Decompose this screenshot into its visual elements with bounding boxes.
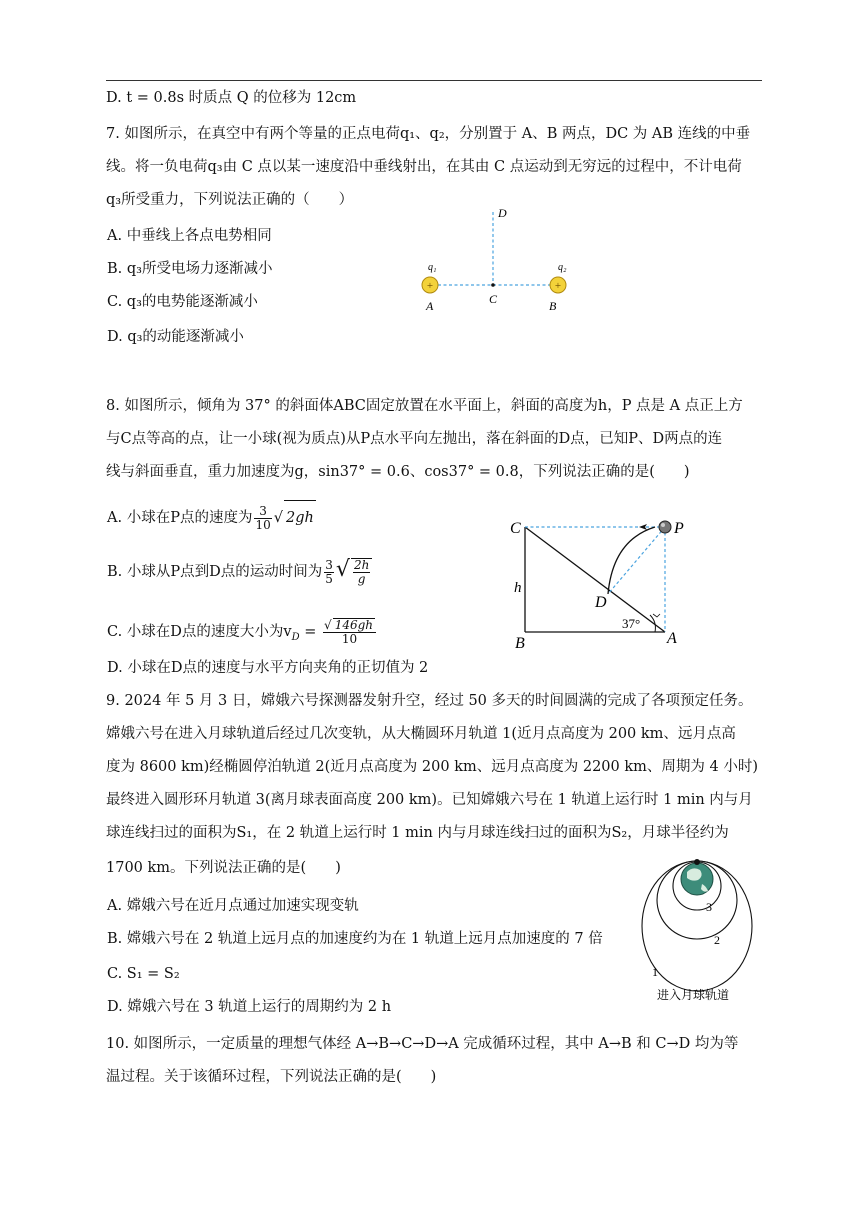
q7-option-b: B. q₃所受电场力逐渐减小 <box>107 261 273 277</box>
q8-option-c: C. 小球在D点的速度大小为$v_D$ = √ $\frac{146gh}{10}$ <box>107 614 378 656</box>
q8-option-a-radicand: 2gh <box>284 500 316 535</box>
q8-option-c-fraction: √ $\frac{146gh}{10}$ <box>323 618 376 646</box>
q9-stem-line-3: 度为 8600 km)经椭圆停泊轨道 2(近月点高度为 200 km、远月点高度为 2200 km、周期为 4 小时) <box>106 759 758 775</box>
q7-stem-line-2: 线。将一负电荷q₃由 C 点以某一速度沿中垂线射出，在其由 C 点运动到无穷远的过程中，不计电荷 <box>106 159 742 175</box>
q8-label-p: P <box>674 520 684 537</box>
orbit-label-1: 1 <box>652 965 658 979</box>
point-c-dot <box>491 283 495 287</box>
q8-option-b-radicand: $\frac{2h}{g}$ <box>351 558 372 586</box>
q7-label-d: D <box>498 206 507 220</box>
q9-stem-line-1: 9. 2024 年 5 月 3 日，嫦娥六号探测器发射升空，经过 50 多天的时间圆满的完成了各项预定任务。 <box>106 693 753 709</box>
q8-label-d: D <box>595 594 607 611</box>
q8-stem-line-1: 8. 如图所示，倾角为 37° 的斜面体ABC固定放置在水平面上，斜面的高度为h，P 点是 A 点正上方 <box>106 398 743 414</box>
q8-label-c: C <box>510 520 521 537</box>
q8-stem-line-3: 线与斜面垂直，重力加速度为g，sin37° = 0.6、cos37° = 0.8，下列说法正确的是( ) <box>106 464 690 480</box>
q7-option-a: A. 中垂线上各点电势相同 <box>107 228 272 244</box>
q8-option-d: D. 小球在D点的速度与水平方向夹角的正切值为 2 <box>107 660 429 676</box>
q9-option-d: D. 嫦娥六号在 3 轨道上运行的周期约为 2 h <box>107 999 392 1015</box>
q7-option-d: D. q₃的动能逐渐减小 <box>107 329 244 345</box>
q7-stem-line-3: q₃所受重力，下列说法正确的（ ） <box>106 192 354 208</box>
q6-option-d: D. t = 0.8s 时质点 Q 的位移为 12cm <box>106 90 357 106</box>
q8-label-h: h <box>514 580 522 596</box>
q8-option-a-text: A. 小球在P点的速度为 <box>107 510 253 526</box>
q7-plus-1: + <box>426 280 434 292</box>
q8-label-a: A <box>667 630 677 647</box>
orbit-caption: 进入月球轨道 <box>657 988 730 1002</box>
q9-stem-line-6: 1700 km。下列说法正确的是( ) <box>106 860 341 876</box>
q8-option-b-fraction: $\frac{3}{5}$ <box>325 557 333 586</box>
ball-icon <box>659 521 671 533</box>
q9-option-a: A. 嫦娥六号在近月点通过加速实现变轨 <box>107 898 359 914</box>
q8-option-b <box>107 550 374 592</box>
q9-option-b: B. 嫦娥六号在 2 轨道上远月点的加速度约为在 1 轨道上远月点加速度的 7 倍 <box>107 931 603 947</box>
top-rule <box>106 80 762 81</box>
q7-plus-2: + <box>554 280 562 292</box>
q7-label-b: B <box>549 299 557 313</box>
q8-option-a <box>107 500 316 535</box>
q8-label-angle: 37° <box>622 616 641 631</box>
q9-stem-line-4: 最终进入圆形环月轨道 3(离月球表面高度 200 km)。已知嫦娥六号在 1 轨道上运行时 1 min 内与月 <box>106 792 753 808</box>
q10-stem-line-1: 10. 如图所示，一定质量的理想气体经 A→B→C→D→A 完成循环过程，其中 A→B 和 C→D 均为等 <box>106 1036 739 1052</box>
q9-orbit-figure <box>630 852 770 1004</box>
q8-option-a-fraction: $\frac{3}{10}$ <box>255 503 271 532</box>
q8-stem-line-2: 与C点等高的点，让一小球(视为质点)从P点水平向左抛出，落在斜面的D点，已知P、D两点的连 <box>106 431 723 447</box>
q10-stem-line-2: 温过程。关于该循环过程，下列说法正确的是( ) <box>106 1069 437 1085</box>
q8-label-b: B <box>515 635 525 652</box>
q7-label-q2: q₂ <box>558 262 567 273</box>
q9-stem-line-5: 球连线扫过的面积为S₁，在 2 轨道上运行时 1 min 内与月球连线扫过的面积为S₂，月球半径约为 <box>106 825 729 841</box>
orbit-label-3: 3 <box>706 900 712 914</box>
q7-label-c: C <box>489 292 498 306</box>
q7-charges-figure <box>410 200 590 320</box>
q7-label-q1: q₁ <box>428 262 437 273</box>
q8-option-b-text: B. 小球从P点到D点的运动时间为 <box>107 564 323 580</box>
q9-stem-line-2: 嫦娥六号在进入月球轨道后经过几次变轨，从大椭圆环月轨道 1(近月点高度为 200 km、远月点高 <box>106 726 736 742</box>
q8-option-c-text: C. 小球在D点的速度大小为v <box>107 624 292 640</box>
q7-option-c: C. q₃的电势能逐渐减小 <box>107 294 258 310</box>
q8-incline-figure <box>505 512 695 652</box>
orbit-label-2: 2 <box>714 933 720 947</box>
q7-label-a: A <box>426 299 434 313</box>
q9-option-c: C. S₁ = S₂ <box>107 966 180 982</box>
q7-stem-line-1: 7. 如图所示，在真空中有两个等量的正点电荷q₁、q₂，分别置于 A、B 两点，DC 为 AB 连线的中垂 <box>106 126 751 142</box>
